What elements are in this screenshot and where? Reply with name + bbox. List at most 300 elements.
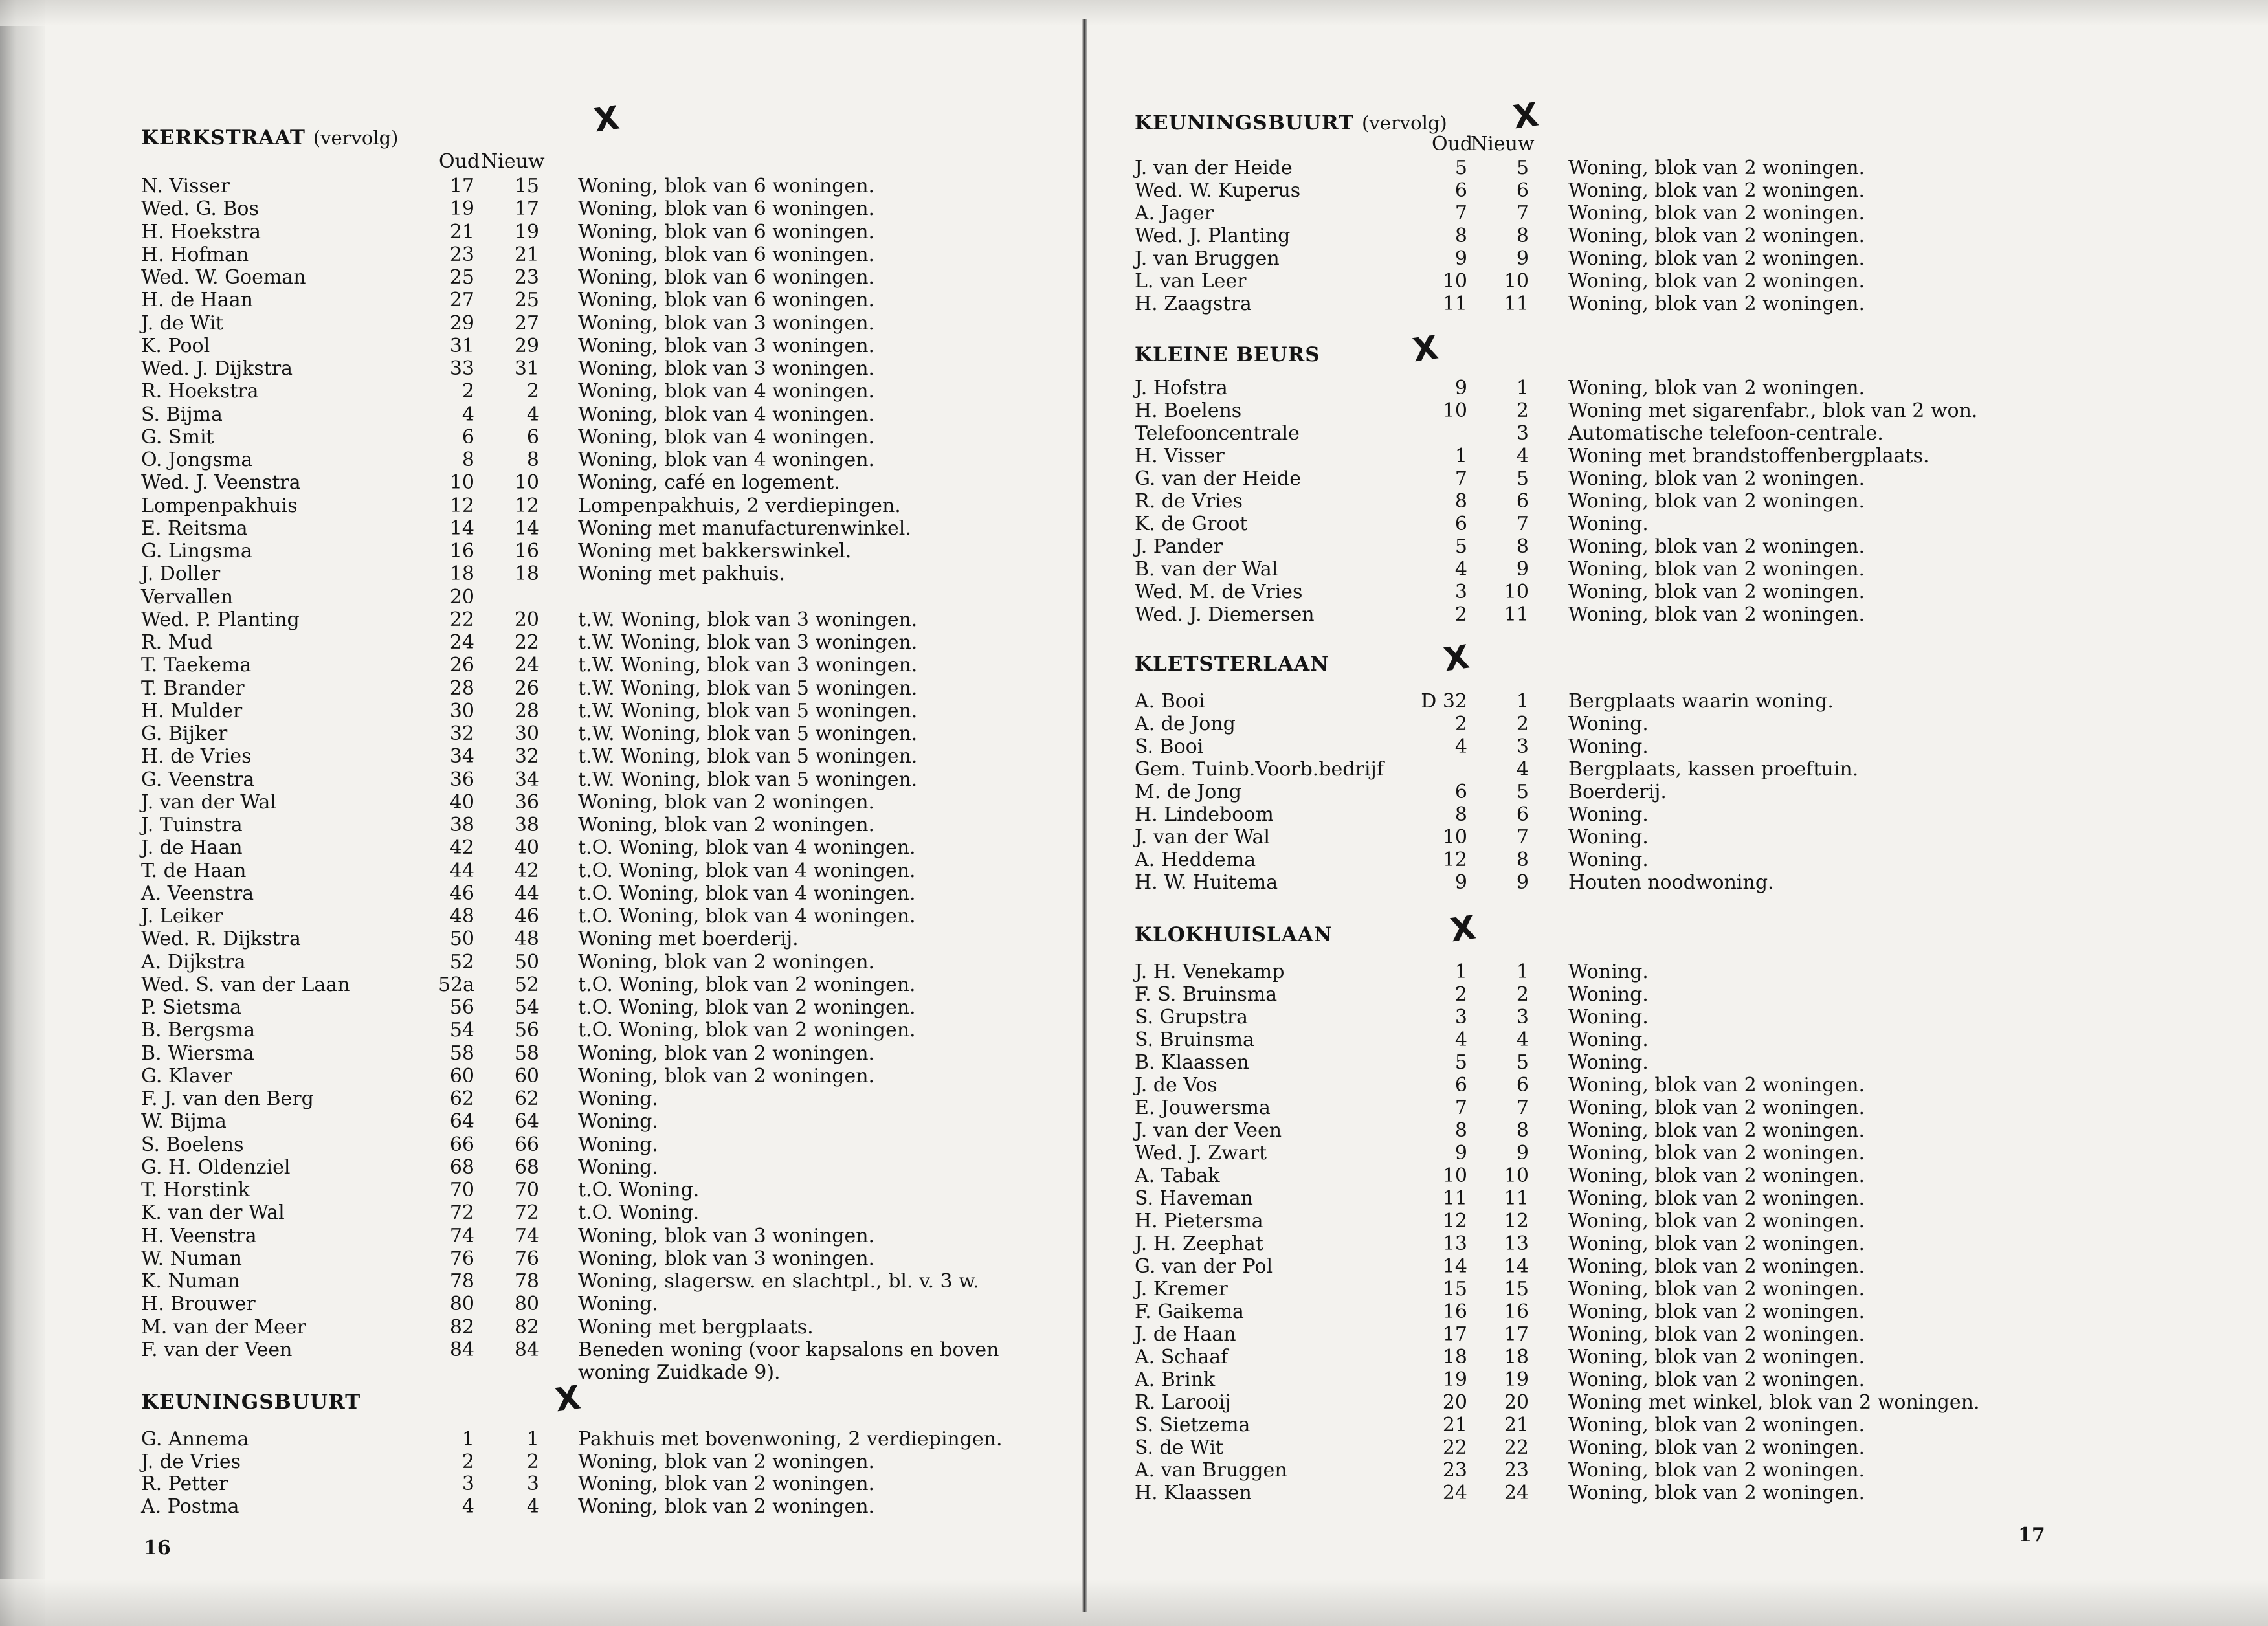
property-description: Woning, blok van 2 woningen. (1568, 1210, 1865, 1232)
property-description: Woning met boerderij. (578, 928, 799, 951)
table-row (141, 1316, 1148, 1339)
handwritten-x-mark: X (1448, 908, 1478, 950)
house-number-oud: 2 (461, 380, 474, 403)
house-number-oud: 31 (449, 334, 474, 357)
house-number-oud: 25 (449, 266, 474, 289)
resident-name: Wed. J. Veenstra (141, 471, 301, 495)
resident-name: R. Petter (141, 1473, 228, 1495)
house-number-nieuw: 24 (514, 654, 539, 677)
table-row (141, 175, 1148, 197)
page-number: 17 (2018, 1524, 2045, 1546)
house-number-nieuw: 40 (514, 836, 539, 860)
house-number-nieuw: 8 (1516, 535, 1529, 558)
house-number-oud: 15 (1442, 1278, 1467, 1300)
table-row (1135, 1346, 2138, 1368)
property-description: Woning, blok van 3 woningen. (578, 311, 875, 335)
property-description: Woning, slagersw. en slachtpl., bl. v. 3 w. (578, 1270, 979, 1293)
table-row (1135, 179, 2138, 202)
house-number-oud: 10 (1442, 1164, 1467, 1187)
property-description: t.O. Woning. (578, 1201, 700, 1225)
house-number-nieuw: 19 (1504, 1368, 1529, 1391)
house-number-nieuw: 3 (1516, 1006, 1529, 1029)
house-number-oud: 10 (449, 471, 474, 495)
section-heading-keuningsbuurt (141, 1390, 361, 1414)
resident-name: K. de Groot (1135, 513, 1248, 535)
property-description: Woning met bergplaats. (578, 1315, 814, 1339)
house-number-nieuw: 58 (514, 1041, 539, 1065)
house-number-oud: 6 (1454, 179, 1467, 202)
resident-name: S. de Wit (1135, 1436, 1224, 1459)
property-description: Woning, blok van 2 woningen. (1568, 157, 1865, 179)
house-number-oud: 58 (449, 1041, 474, 1065)
house-number-nieuw: 72 (514, 1201, 539, 1225)
table-row (141, 1293, 1148, 1315)
property-description: Woning, blok van 2 woningen. (578, 1064, 875, 1087)
house-number-nieuw: 7 (1516, 1097, 1529, 1119)
table-row (141, 1133, 1148, 1156)
table-row (141, 745, 1148, 768)
house-number-oud: 6 (461, 425, 474, 449)
property-description: Boerderij. (1568, 781, 1667, 803)
house-number-oud: 17 (449, 175, 474, 197)
house-number-nieuw: 11 (1504, 1187, 1529, 1210)
handwritten-x-mark: X (592, 98, 622, 140)
property-description: Woning. (578, 1087, 658, 1110)
house-number-oud: 7 (1454, 1097, 1467, 1119)
house-number-oud: 76 (449, 1247, 474, 1270)
house-number-nieuw: 70 (514, 1179, 539, 1201)
house-number-oud: 18 (449, 562, 474, 586)
section-heading-kerkstraat (141, 126, 399, 150)
property-description: Bergplaats, kassen proeftuin. (1568, 758, 1859, 781)
resident-name: G. Annema (141, 1428, 249, 1451)
house-number-nieuw: 9 (1516, 247, 1529, 270)
house-number-oud: 2 (1454, 603, 1467, 626)
house-number-oud: 80 (449, 1293, 474, 1316)
house-number-nieuw: 54 (514, 996, 539, 1019)
handwritten-x-mark: X (553, 1378, 583, 1420)
house-number-oud: 2 (1454, 983, 1467, 1006)
table-row (1135, 1482, 2138, 1504)
house-number-nieuw: 13 (1504, 1232, 1529, 1255)
house-number-nieuw: 12 (1504, 1210, 1529, 1232)
property-description: t.W. Woning, blok van 5 woningen. (578, 768, 918, 791)
house-number-oud: 10 (1442, 270, 1467, 293)
property-description: Woning, blok van 2 woningen. (1568, 581, 1865, 603)
house-number-oud: 12 (1442, 1210, 1467, 1232)
house-number-nieuw: 15 (514, 175, 539, 197)
resident-name: Telefooncentrale (1135, 422, 1300, 445)
table-row (1135, 490, 2138, 513)
house-number-nieuw: 9 (1516, 1142, 1529, 1164)
house-number-nieuw: 62 (514, 1087, 539, 1110)
table-row (141, 562, 1148, 585)
resident-name: H. Pietersma (1135, 1210, 1263, 1232)
house-number-oud: 6 (1454, 1074, 1467, 1097)
property-description: Woning, blok van 2 woningen. (1568, 377, 1865, 399)
property-description: Woning, blok van 2 woningen. (1568, 1436, 1865, 1459)
resident-name: T. de Haan (141, 859, 247, 882)
house-number-nieuw: 17 (514, 197, 539, 221)
table-row (1135, 422, 2138, 445)
resident-name: J. de Vos (1135, 1074, 1217, 1097)
resident-name: S. Booi (1135, 735, 1204, 758)
house-number-oud: 11 (1442, 1187, 1467, 1210)
house-number-nieuw: 56 (514, 1019, 539, 1042)
table-row (1135, 293, 2138, 315)
resident-name: G. Klaver (141, 1064, 232, 1087)
house-number-nieuw: 10 (1504, 270, 1529, 293)
handwritten-x-mark: X (1441, 638, 1472, 679)
table-row (141, 1270, 1148, 1293)
resident-name: G. Bijker (141, 722, 228, 745)
table-row (1135, 581, 2138, 603)
house-number-oud: 78 (449, 1270, 474, 1293)
house-number-nieuw: 5 (1516, 781, 1529, 803)
table-row (141, 403, 1148, 426)
house-number-oud: 5 (1454, 1051, 1467, 1074)
property-description: Woning met sigarenfabr., blok van 2 won. (1568, 399, 1978, 422)
resident-name: J. de Vries (141, 1450, 241, 1473)
house-number-nieuw: 1 (1516, 690, 1529, 713)
house-number-nieuw: 21 (514, 243, 539, 266)
house-number-nieuw: 50 (514, 950, 539, 974)
house-number-oud: 18 (1442, 1346, 1467, 1368)
table-row (141, 495, 1148, 517)
property-description: Woning, blok van 2 woningen. (1568, 1278, 1865, 1300)
resident-name: N. Visser (141, 175, 230, 197)
resident-name: Wed. M. de Vries (1135, 581, 1303, 603)
house-number-oud: 48 (449, 905, 474, 928)
house-number-nieuw: 82 (514, 1315, 539, 1339)
house-number-oud: 29 (449, 311, 474, 335)
table-row (1135, 781, 2138, 803)
house-number-nieuw: 25 (514, 289, 539, 312)
property-description: Woning, blok van 2 woningen. (578, 790, 875, 814)
property-description: Woning. (1568, 961, 1649, 983)
table-row (141, 426, 1148, 449)
resident-name: K. Pool (141, 334, 210, 357)
house-number-oud: 66 (449, 1133, 474, 1156)
house-number-nieuw: 22 (1504, 1436, 1529, 1459)
house-number-nieuw: 2 (526, 1450, 539, 1473)
section-heading-kletsterlaan (1135, 652, 1329, 676)
resident-name: A. Dijkstra (141, 950, 246, 974)
house-number-nieuw: 6 (1516, 490, 1529, 513)
property-description: Automatische telefoon-centrale. (1568, 422, 1884, 445)
property-description: t.O. Woning, blok van 4 woningen. (578, 836, 916, 860)
section-heading-keuningsbuurt (1135, 111, 1447, 135)
resident-name: B. Bergsma (141, 1019, 256, 1042)
resident-name: J. Kremer (1135, 1278, 1228, 1300)
column-header-nieuw: Nieuw (481, 150, 545, 173)
resident-name: A. Veenstra (141, 882, 254, 905)
resident-name: G. Smit (141, 425, 214, 449)
property-description: Woning. (1568, 713, 1649, 735)
table-row (141, 1201, 1148, 1224)
house-number-oud: 13 (1442, 1232, 1467, 1255)
resident-name: A. de Jong (1135, 713, 1236, 735)
table-row (141, 197, 1148, 220)
table-row (141, 860, 1148, 882)
house-number-nieuw: 42 (514, 859, 539, 882)
resident-name: H. Visser (1135, 445, 1225, 467)
house-number-oud: 2 (461, 1450, 474, 1473)
house-number-nieuw: 4 (526, 1495, 539, 1518)
property-description: t.W. Woning, blok van 5 woningen. (578, 676, 918, 700)
table-row (141, 882, 1148, 905)
property-description: Woning, blok van 2 woningen. (1568, 603, 1865, 626)
resident-name: A. Tabak (1135, 1164, 1220, 1187)
section-continuation: (vervolg) (1362, 112, 1447, 134)
house-number-oud: 5 (1454, 535, 1467, 558)
house-number-nieuw: 30 (514, 722, 539, 745)
property-description: Woning, café en logement. (578, 471, 840, 495)
house-number-oud: 8 (1454, 490, 1467, 513)
property-description: t.O. Woning, blok van 4 woningen. (578, 859, 916, 882)
property-description: Woning, blok van 4 woningen. (578, 425, 875, 449)
resident-name: Vervallen (141, 585, 234, 608)
resident-name: H. Brouwer (141, 1293, 256, 1316)
resident-name: R. Hoekstra (141, 380, 259, 403)
property-description: Woning, blok van 2 woningen. (1568, 1232, 1865, 1255)
resident-name: J. van Bruggen (1135, 247, 1280, 270)
resident-name: Wed. J. Dijkstra (141, 357, 293, 380)
left-page (0, 0, 1082, 1626)
table-row (1135, 1210, 2138, 1232)
property-description: Woning, blok van 6 woningen. (578, 243, 875, 266)
table-row (1135, 713, 2138, 735)
table-row (141, 289, 1148, 311)
table-row (1135, 1051, 2138, 1074)
table-row (141, 951, 1148, 974)
house-number-oud: 1 (1454, 445, 1467, 467)
property-description: Woning. (1568, 849, 1649, 871)
table-row (141, 1428, 1148, 1451)
property-description: Woning, blok van 2 woningen. (1568, 1255, 1865, 1278)
house-number-oud: 3 (1454, 581, 1467, 603)
house-number-nieuw: 6 (1516, 179, 1529, 202)
resident-name: K. Numan (141, 1270, 240, 1293)
resident-name: Wed. J. Diemersen (1135, 603, 1315, 626)
section-title: KLOKHUISLAAN (1135, 923, 1333, 946)
house-number-oud: 26 (449, 654, 474, 677)
house-number-oud: 6 (1454, 513, 1467, 535)
table-row (1135, 1119, 2138, 1142)
table-row (141, 1225, 1148, 1247)
house-number-oud: 8 (461, 449, 474, 471)
table-row (141, 1179, 1148, 1201)
resident-name: F. Gaikema (1135, 1300, 1244, 1323)
house-number-nieuw: 16 (514, 540, 539, 562)
house-number-nieuw: 7 (1516, 826, 1529, 849)
property-description: Woning, blok van 2 woningen. (1568, 1414, 1865, 1436)
property-description: woning Zuidkade 9). (578, 1361, 781, 1384)
property-description: Woning, blok van 2 woningen. (1568, 179, 1865, 202)
house-number-nieuw: 2 (1516, 399, 1529, 422)
house-number-oud: 8 (1454, 1119, 1467, 1142)
house-number-oud: 2 (1454, 713, 1467, 735)
house-number-nieuw: 20 (514, 608, 539, 631)
property-description: Woning. (1568, 513, 1649, 535)
property-description: Woning, blok van 2 woningen. (578, 1450, 875, 1473)
house-number-nieuw: 84 (514, 1338, 539, 1361)
property-description: Woning, blok van 6 woningen. (578, 289, 875, 312)
right-page (1087, 0, 2268, 1626)
table-row (1135, 377, 2138, 399)
resident-name: H. Zaagstra (1135, 293, 1252, 315)
table-row (141, 335, 1148, 357)
house-number-nieuw: 23 (1504, 1459, 1529, 1482)
house-number-oud: 20 (1442, 1391, 1467, 1414)
house-number-oud: 20 (449, 585, 474, 608)
property-description: Woning. (578, 1293, 658, 1316)
resident-name: Wed. S. van der Laan (141, 973, 350, 996)
house-number-nieuw: 28 (514, 699, 539, 722)
resident-name: H. Veenstra (141, 1224, 257, 1247)
house-number-oud: 60 (449, 1064, 474, 1087)
house-number-oud: 1 (1454, 961, 1467, 983)
property-description: Woning, blok van 2 woningen. (1568, 558, 1865, 581)
table-row (141, 905, 1148, 928)
property-description: Woning. (578, 1155, 658, 1179)
table-row (1135, 849, 2138, 871)
house-number-oud: 50 (449, 928, 474, 951)
table-row (1135, 202, 2138, 225)
resident-name: R. Larooij (1135, 1391, 1231, 1414)
resident-name: H. de Vries (141, 745, 252, 768)
page-number: 16 (144, 1537, 171, 1559)
resident-name: J. de Haan (141, 836, 243, 860)
resident-name: R. de Vries (1135, 490, 1243, 513)
house-number-oud: 32 (449, 722, 474, 745)
resident-name: H. de Haan (141, 289, 253, 312)
house-number-nieuw: 22 (514, 631, 539, 654)
house-number-nieuw: 80 (514, 1293, 539, 1316)
property-description: Woning, blok van 2 woningen. (1568, 225, 1865, 247)
table-row (1135, 467, 2138, 490)
property-description: Woning, blok van 2 woningen. (578, 950, 875, 974)
house-number-nieuw: 18 (514, 562, 539, 586)
house-number-nieuw: 29 (514, 334, 539, 357)
resident-name: S. Haveman (1135, 1187, 1253, 1210)
house-number-nieuw: 2 (1516, 713, 1529, 735)
house-number-nieuw: 1 (1516, 377, 1529, 399)
resident-name: G. van der Pol (1135, 1255, 1273, 1278)
house-number-oud: 42 (449, 836, 474, 860)
table-row (1135, 1255, 2138, 1278)
property-description: Woning, blok van 2 woningen. (578, 814, 875, 836)
property-description: Woning, blok van 2 woningen. (1568, 1368, 1865, 1391)
house-number-oud: 82 (449, 1315, 474, 1339)
resident-name: G. van der Heide (1135, 467, 1301, 490)
house-number-oud: 3 (461, 1473, 474, 1495)
table-row (141, 677, 1148, 700)
table-row (141, 654, 1148, 676)
resident-name: Wed. P. Planting (141, 608, 300, 631)
table-row (141, 380, 1148, 403)
house-number-oud: 27 (449, 289, 474, 312)
table-row (1135, 1436, 2138, 1459)
house-number-nieuw: 14 (514, 517, 539, 540)
resident-name: H. Lindeboom (1135, 803, 1274, 826)
resident-name: M. van der Meer (141, 1315, 306, 1339)
property-description: Woning. (1568, 1006, 1649, 1029)
table-row (1135, 1187, 2138, 1210)
house-number-oud: 17 (1442, 1323, 1467, 1346)
house-number-nieuw: 38 (514, 814, 539, 836)
property-description: Pakhuis met bovenwoning, 2 verdiepingen. (578, 1428, 1003, 1451)
property-description: t.W. Woning, blok van 3 woningen. (578, 654, 918, 677)
house-number-nieuw: 11 (1504, 603, 1529, 626)
property-description: Woning, blok van 3 woningen. (578, 334, 875, 357)
property-description: t.O. Woning, blok van 4 woningen. (578, 905, 916, 928)
house-number-nieuw: 8 (1516, 225, 1529, 247)
resident-name: J. Leiker (141, 905, 223, 928)
table-row (141, 996, 1148, 1019)
table-row (1135, 826, 2138, 849)
property-description: Woning, blok van 2 woningen. (1568, 467, 1865, 490)
property-description: t.W. Woning, blok van 5 woningen. (578, 745, 918, 768)
table-row (141, 836, 1148, 859)
house-number-nieuw: 17 (1504, 1323, 1529, 1346)
house-number-nieuw: 6 (1516, 1074, 1529, 1097)
house-number-nieuw: 48 (514, 928, 539, 951)
table-row (1135, 603, 2138, 626)
table-row (141, 791, 1148, 814)
house-number-oud: 4 (1454, 1029, 1467, 1051)
house-number-oud: 10 (1442, 399, 1467, 422)
table-row (1135, 1459, 2138, 1482)
table-row (1135, 758, 2138, 781)
property-description: Woning met pakhuis. (578, 562, 786, 586)
table-row (1135, 513, 2138, 535)
house-number-oud: 10 (1442, 826, 1467, 849)
resident-name: A. Heddema (1135, 849, 1256, 871)
table-row (141, 471, 1148, 494)
resident-name: J. Doller (141, 562, 221, 586)
house-number-oud: 9 (1454, 1142, 1467, 1164)
column-header-oud: Oud (1432, 133, 1473, 155)
house-number-nieuw: 2 (526, 380, 539, 403)
resident-name: B. van der Wal (1135, 558, 1278, 581)
property-description: Woning, blok van 4 woningen. (578, 380, 875, 403)
table-row (141, 1247, 1148, 1270)
resident-name: G. Veenstra (141, 768, 255, 791)
property-description: Woning. (1568, 1051, 1649, 1074)
house-number-nieuw: 3 (526, 1473, 539, 1495)
property-description: t.W. Woning, blok van 5 woningen. (578, 699, 918, 722)
resident-name: J. Hofstra (1135, 377, 1228, 399)
resident-name: J. Tuinstra (141, 814, 243, 836)
house-number-nieuw: 8 (526, 449, 539, 471)
house-number-oud: 12 (1442, 849, 1467, 871)
table-row (1135, 1232, 2138, 1255)
house-number-oud: 44 (449, 859, 474, 882)
property-description: t.W. Woning, blok van 5 woningen. (578, 722, 918, 745)
table-row (141, 1495, 1148, 1518)
table-row (141, 1473, 1148, 1495)
table-row (141, 540, 1148, 562)
house-number-nieuw: 36 (514, 790, 539, 814)
property-description: Woning, blok van 2 woningen. (1568, 1323, 1865, 1346)
column-header-oud: Oud (439, 150, 480, 173)
property-description: t.W. Woning, blok van 3 woningen. (578, 631, 918, 654)
property-description: Woning, blok van 3 woningen. (578, 1224, 875, 1247)
table-row (141, 449, 1148, 471)
resident-name: J. van der Heide (1135, 157, 1293, 179)
property-description: Woning. (578, 1110, 658, 1133)
